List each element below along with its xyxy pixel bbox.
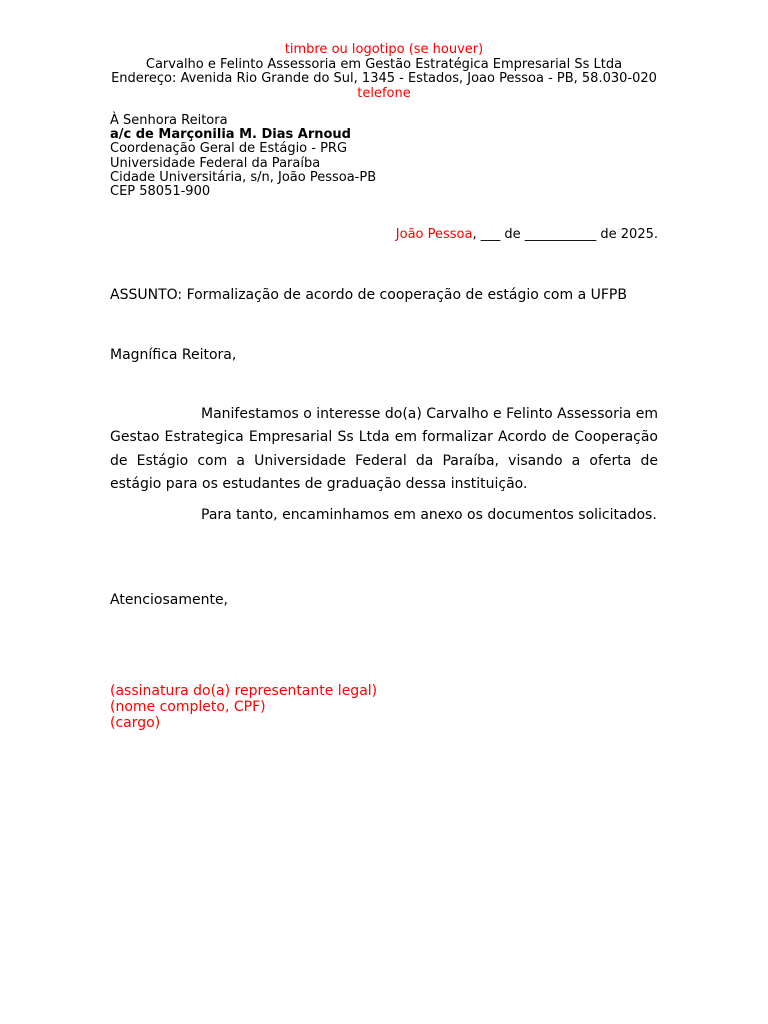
recipient-department: Coordenação Geral de Estágio - PRG bbox=[110, 141, 348, 157]
closing: Atenciosamente, bbox=[110, 592, 229, 608]
recipient-postal-code: CEP 58051-900 bbox=[110, 184, 211, 200]
signature-block bbox=[110, 683, 377, 731]
phone-placeholder: telefone bbox=[357, 85, 411, 101]
body-paragraph: Para tanto, encaminhamos em anexo os documentos solicitados. bbox=[201, 507, 657, 523]
recipient-attention: a/c de Marçonilia M. Dias Arnoud bbox=[110, 127, 351, 143]
company-address: Endereço: Avenida Rio Grande do Sul, 1345 - Estados, Joao Pessoa - PB, 58.030-020 bbox=[111, 71, 657, 86]
body-paragraph: Manifestamos o interesse do(a) Carvalho e Felinto Assessoria em Gestao Estrategica Empresarial Ss Ltda em formalizar Acordo de Cooperação de Estágio com a Universidade Federal da Paraíba, visando a oferta de estágio para os estudantes de graduação dessa instituição. bbox=[110, 406, 659, 492]
recipient-block bbox=[110, 114, 376, 199]
date-rest: , ___ de ___________ de 2025. bbox=[472, 227, 658, 242]
logo-placeholder: timbre ou logotipo (se houver) bbox=[284, 42, 484, 57]
company-name: Carvalho e Felinto Assessoria em Gestão Estratégica Empresarial Ss Ltda bbox=[145, 56, 623, 72]
position-placeholder: (cargo) bbox=[110, 715, 161, 731]
recipient-title: À Senhora Reitora bbox=[110, 113, 228, 128]
signature-placeholder: (assinatura do(a) representante legal) bbox=[110, 683, 378, 699]
letterhead bbox=[100, 43, 668, 101]
date-city: João Pessoa bbox=[395, 227, 473, 242]
recipient-address: Cidade Universitária, s/n, João Pessoa-PB bbox=[110, 169, 377, 185]
name-placeholder: (nome completo, CPF) bbox=[110, 699, 266, 715]
salutation: Magnífica Reitora, bbox=[110, 347, 237, 363]
date-line bbox=[396, 227, 658, 243]
subject-line: ASSUNTO: Formalização de acordo de cooperação de estágio com a UFPB bbox=[110, 287, 627, 303]
recipient-institution: Universidade Federal da Paraíba bbox=[110, 155, 321, 171]
